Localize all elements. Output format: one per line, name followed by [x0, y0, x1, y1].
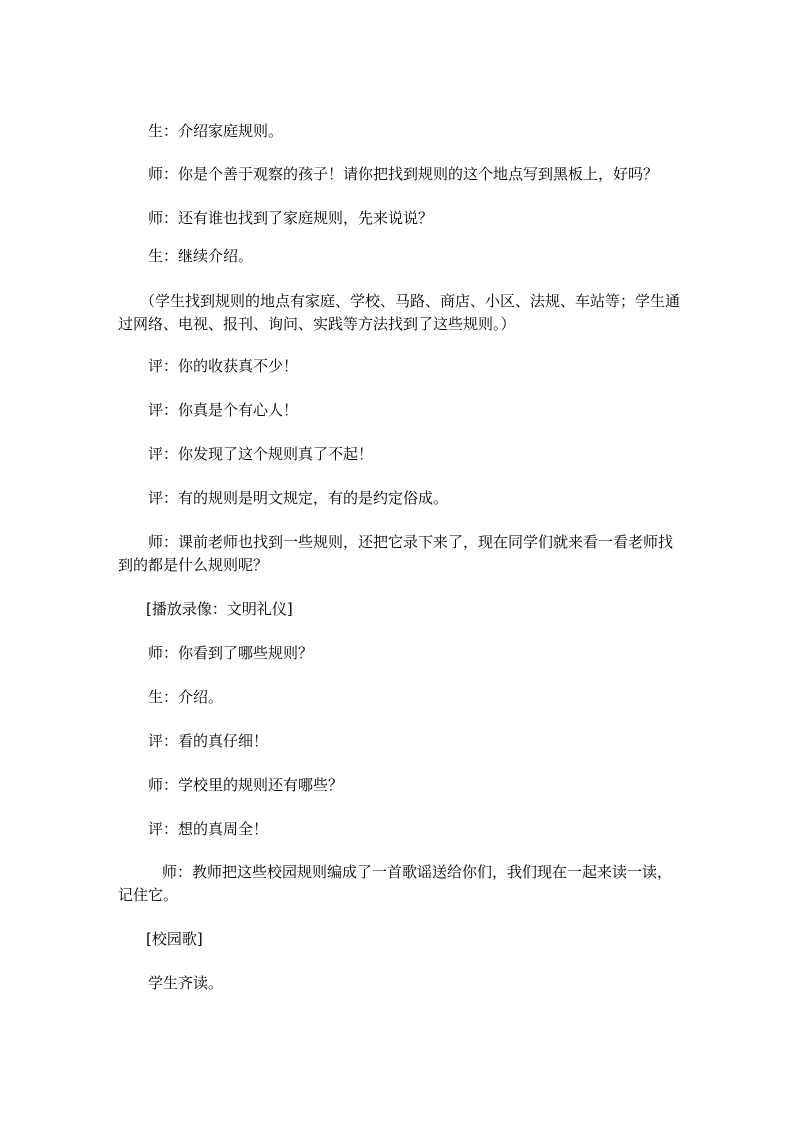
paragraph: 评：有的规则是明文规定，有的是约定俗成。: [148, 489, 449, 507]
paragraph: 生：介绍家庭规则。: [148, 122, 284, 140]
paragraph: 师：学校里的规则还有哪些？: [148, 776, 344, 794]
paragraph: （学生找到规则的地点有家庭、学校、马路、商店、小区、法规、车站等；学生通过网络、电视、报刊、询问、实践等方法找到了这些规则。）: [118, 292, 681, 333]
paragraph: 评：你真是个有心人！: [148, 401, 299, 419]
paragraph: 评：你发现了这个规则真了不起！: [148, 445, 374, 463]
paragraph: 师：你是个善于观察的孩子！请你把找到规则的这个地点写到黑板上，好吗？: [148, 165, 659, 183]
paragraph: 师：你看到了哪些规则？: [148, 644, 314, 662]
paragraph: 学生齐读。: [148, 974, 224, 992]
paragraph: 师：还有谁也找到了家庭规则，先来说说？: [148, 209, 434, 227]
paragraph: 评：你的收获真不少！: [148, 357, 299, 375]
paragraph: 生：继续介绍。: [148, 247, 254, 265]
paragraph: 师：课前老师也找到一些规则，还把它录下来了，现在同学们就来看一看老师找到的都是什么规则呢？: [118, 533, 674, 574]
paragraph: 评：看的真仔细！: [148, 732, 269, 750]
paragraph: 评：想的真周全！: [148, 820, 269, 838]
paragraph: [校园歌]: [146, 930, 203, 948]
paragraph: 生：介绍。: [148, 688, 224, 706]
paragraph: [播放录像：文明礼仪]: [146, 600, 293, 618]
paragraph: 师：教师把这些校园规则编成了一首歌谣送给你们，我们现在一起来读一读，记住它。: [118, 863, 673, 904]
